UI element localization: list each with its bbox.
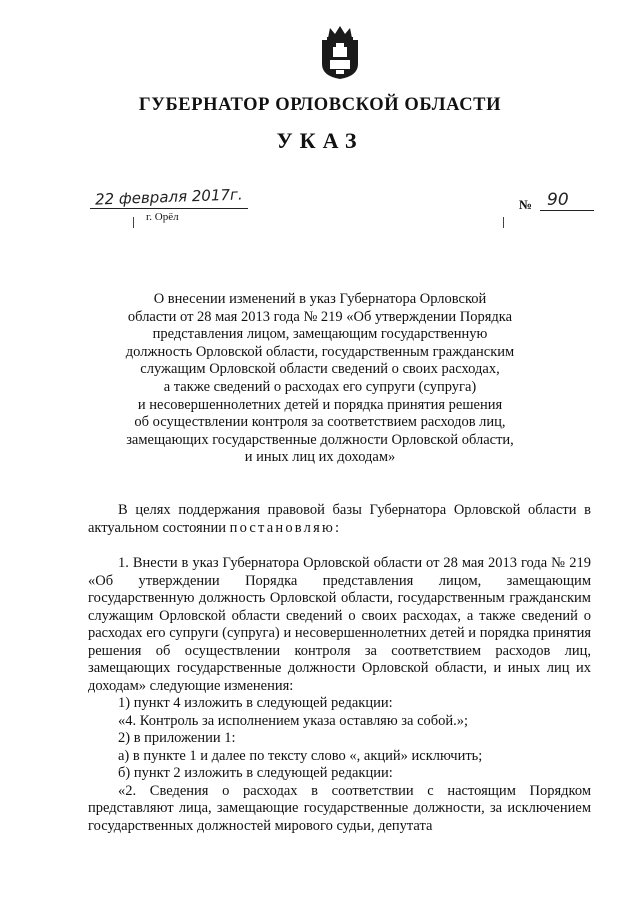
list-item: а) в пункте 1 и далее по тексту слово «, акций» исключить;	[118, 747, 483, 764]
date-underline	[90, 208, 248, 209]
preamble-resolution-word: постановляю:	[229, 519, 342, 536]
subject-line: должность Орловской области, государственным гражданским	[125, 343, 515, 360]
subject-line: области от 28 мая 2013 года № 219 «Об утверждении Порядка	[127, 308, 513, 325]
subject-line: и иных лиц их доходам»	[244, 449, 396, 466]
list-item: 1) пункт 4 изложить в следующей редакции:	[118, 695, 393, 711]
document-subject	[100, 291, 540, 467]
subject-line: служащим Орловской области сведений о своих расходах,	[140, 361, 500, 378]
document-type: УКАЗ	[276, 128, 364, 153]
corner-mark-left	[133, 217, 134, 228]
subject-line: замещающих государственные должности Орловской области,	[126, 431, 514, 448]
paragraph-2: «2. Сведения о расходах в соответствии с настоящим Порядком представляют лица, замещающие государственные должности, за исключением государственных должностей мирового судьи, депутата	[88, 782, 591, 834]
place-of-issue: г. Орёл	[146, 211, 179, 223]
coat-of-arms-icon	[318, 24, 362, 80]
list-item: 2) в приложении 1:	[118, 730, 236, 746]
corner-mark-right	[503, 217, 504, 228]
number-label: №	[519, 197, 533, 212]
preamble-paragraph	[88, 502, 591, 537]
list-item: «4. Контроль за исполнением указа оставляю за собой.»;	[118, 712, 469, 729]
preamble-text: В целях поддержания правовой базы Губернатора Орловской области в актуальном состоянии	[88, 502, 591, 536]
issuing-authority: ГУБЕРНАТОР ОРЛОВСКОЙ ОБЛАСТИ	[138, 95, 502, 115]
subject-line: об осуществлении контроля за соответствием расходов лиц,	[134, 414, 506, 431]
subject-line: и несовершеннолетних детей и порядка принятия решения	[137, 396, 503, 413]
handwritten-date: 22 февраля 2017г.	[94, 185, 243, 209]
list-item: б) пункт 2 изложить в следующей редакции:	[118, 765, 393, 781]
number-underline	[540, 210, 594, 211]
handwritten-number: 90	[547, 190, 569, 210]
subject-line: а также сведений о расходах его супруги (супруга)	[163, 378, 477, 395]
document-body	[88, 502, 591, 835]
subject-line: О внесении изменений в указ Губернатора Орловской	[153, 291, 487, 307]
paragraph-1: 1. Внести в указ Губернатора Орловской области от 28 мая 2013 года № 219 «Об утверждении Порядка представления лицом, замещающим государственную должность Орловской области, государственным гражданским служащим Орловской области сведений о своих расходах, а также сведений о расходах его супруги (супруга) и несовершеннолетних детей и порядка принятия решения об осуществлении контроля за соответствием расходов лиц, замещающих государственные должности Орловской области, и иных лиц их доходам» следующие изменения:	[88, 555, 591, 694]
subject-line: представления лицом, замещающим государственную	[152, 326, 488, 343]
